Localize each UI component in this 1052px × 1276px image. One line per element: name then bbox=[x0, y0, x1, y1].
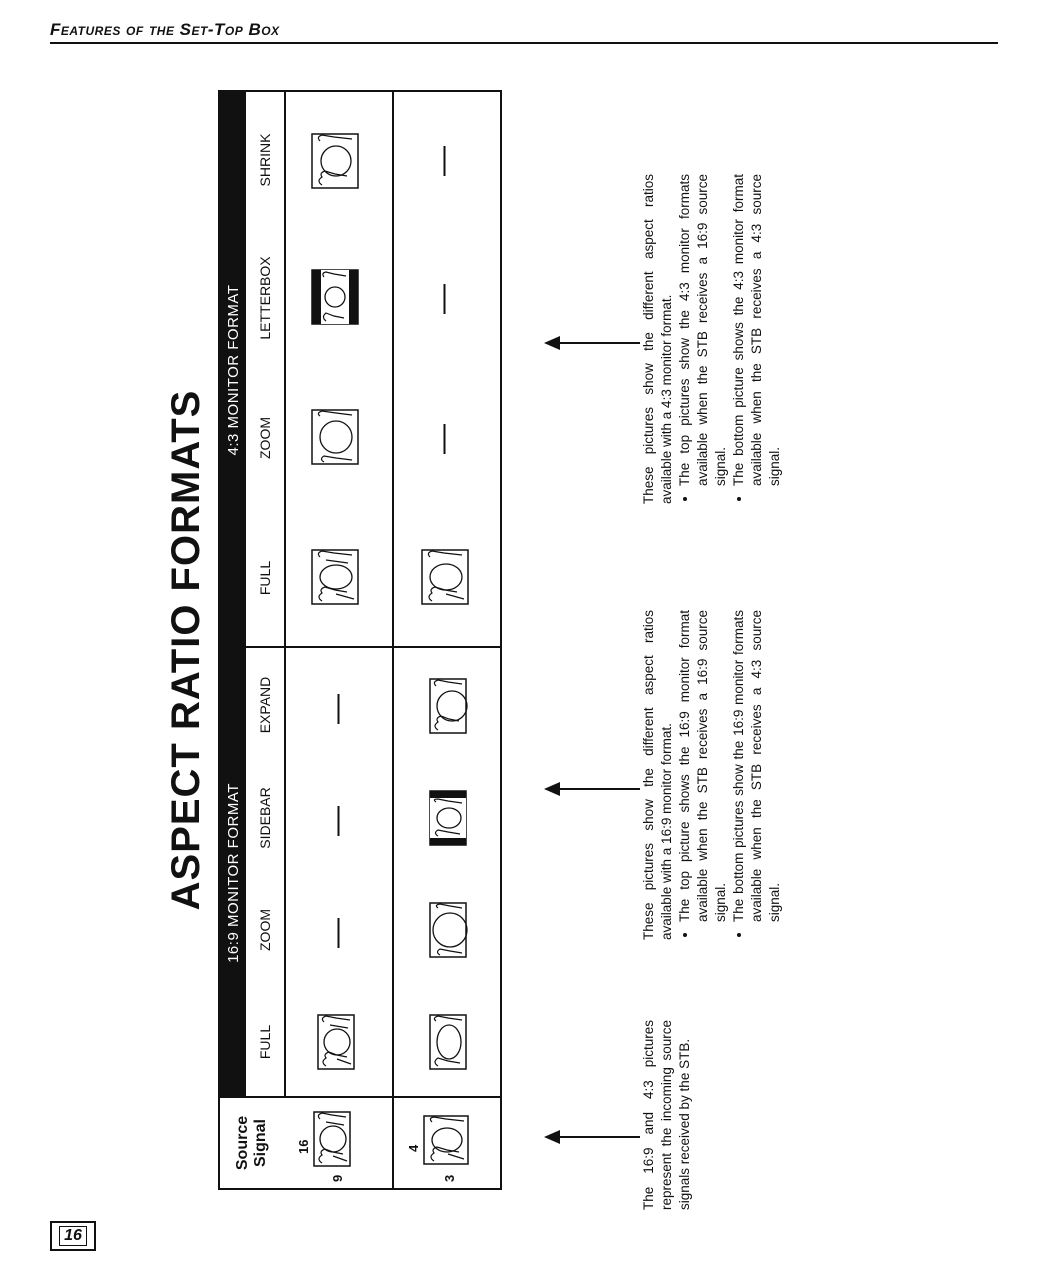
divider-groups bbox=[220, 646, 500, 648]
169-zoom-from-43-picture bbox=[424, 900, 474, 960]
169-expand-from-169-none: — bbox=[320, 694, 353, 724]
source-signal-header bbox=[220, 1098, 284, 1188]
source-169-width-label: 16 bbox=[296, 1139, 311, 1154]
source-169-picture bbox=[302, 1108, 372, 1174]
43-full-from-169-picture bbox=[308, 544, 364, 608]
43-shrink-from-169-picture bbox=[308, 128, 364, 192]
header-rule bbox=[50, 42, 998, 44]
group-header-43: 4:3 MONITOR FORMAT bbox=[220, 92, 246, 648]
note-source: The 16:9 and 4:3 pictures represent the incoming source signals received by the STB. bbox=[641, 1020, 692, 1210]
169-sidebar-from-43-picture bbox=[424, 788, 474, 848]
arrow-169 bbox=[560, 788, 640, 790]
section-header: Features of the Set-Top Box bbox=[50, 20, 280, 39]
group-header-169: 16:9 MONITOR FORMAT bbox=[220, 648, 246, 1098]
note-43-bullet-2: • The bottom picture shows the 4:3 monitor format available when the STB receives a 4:3 source signal. bbox=[730, 174, 784, 486]
43-zoom-from-169-picture bbox=[308, 404, 364, 468]
row-divider bbox=[392, 92, 394, 1188]
note-43-intro: These pictures show the different aspect ratios available with a 4:3 monitor format. bbox=[641, 174, 674, 504]
43-letterbox-from-43-none: — bbox=[426, 284, 459, 314]
169-full-from-43-picture bbox=[424, 1012, 474, 1072]
arrow-source bbox=[560, 1136, 640, 1138]
page-number-box bbox=[50, 1221, 96, 1251]
note-169-intro: These pictures show the different aspect ratios available with a 16:9 monitor format. bbox=[641, 610, 674, 940]
source-169-height-label: 9 bbox=[330, 1174, 345, 1182]
43-zoom-from-43-none: — bbox=[426, 424, 459, 454]
rotated-content bbox=[140, 90, 1000, 1210]
note-43 bbox=[640, 174, 784, 504]
169-zoom-from-169-none: — bbox=[320, 918, 353, 948]
col-169-zoom: ZOOM bbox=[257, 909, 273, 951]
col-169-sidebar: SIDEBAR bbox=[257, 787, 273, 849]
169-full-from-169-picture bbox=[312, 1012, 362, 1072]
page-title: ASPECT RATIO FORMATS bbox=[164, 389, 208, 911]
page-number: 16 bbox=[59, 1226, 87, 1246]
source-header-line-1: Source bbox=[234, 1115, 251, 1171]
col-169-full: FULL bbox=[257, 1024, 273, 1060]
43-full-from-43-picture bbox=[418, 544, 474, 608]
note-169-bullet-1: • The top picture shows the 16:9 monitor format available when the STB receives a 16:9 source signal. bbox=[676, 610, 730, 922]
169-sidebar-from-169-none: — bbox=[320, 806, 353, 836]
col-43-shrink: SHRINK bbox=[257, 133, 273, 187]
aspect-ratio-table bbox=[218, 90, 502, 1190]
43-shrink-from-43-none: — bbox=[426, 146, 459, 176]
169-expand-from-43-picture bbox=[424, 676, 474, 736]
header-rule-row bbox=[284, 92, 286, 1098]
col-43-full: FULL bbox=[257, 560, 273, 596]
note-43-bullet-1: • The top pictures show the 4:3 monitor formats available when the STB receives a 16:9 source signal. bbox=[676, 174, 730, 486]
arrow-43 bbox=[560, 342, 640, 344]
source-43-height-label: 3 bbox=[442, 1174, 457, 1182]
col-169-expand: EXPAND bbox=[257, 676, 273, 734]
source-43-width-label: 4 bbox=[406, 1144, 421, 1152]
note-169-bullet-2: • The bottom pictures show the 16:9 monitor formats available when the STB receives a 4:3 source signal. bbox=[730, 610, 784, 922]
col-43-letterbox: LETTERBOX bbox=[257, 256, 273, 340]
43-letterbox-from-169-picture bbox=[308, 264, 364, 328]
note-169 bbox=[640, 610, 784, 940]
divider-source bbox=[220, 1096, 500, 1098]
source-header-line-2: Signal bbox=[252, 1119, 269, 1168]
source-43-picture bbox=[410, 1108, 484, 1174]
col-43-zoom: ZOOM bbox=[257, 417, 273, 459]
